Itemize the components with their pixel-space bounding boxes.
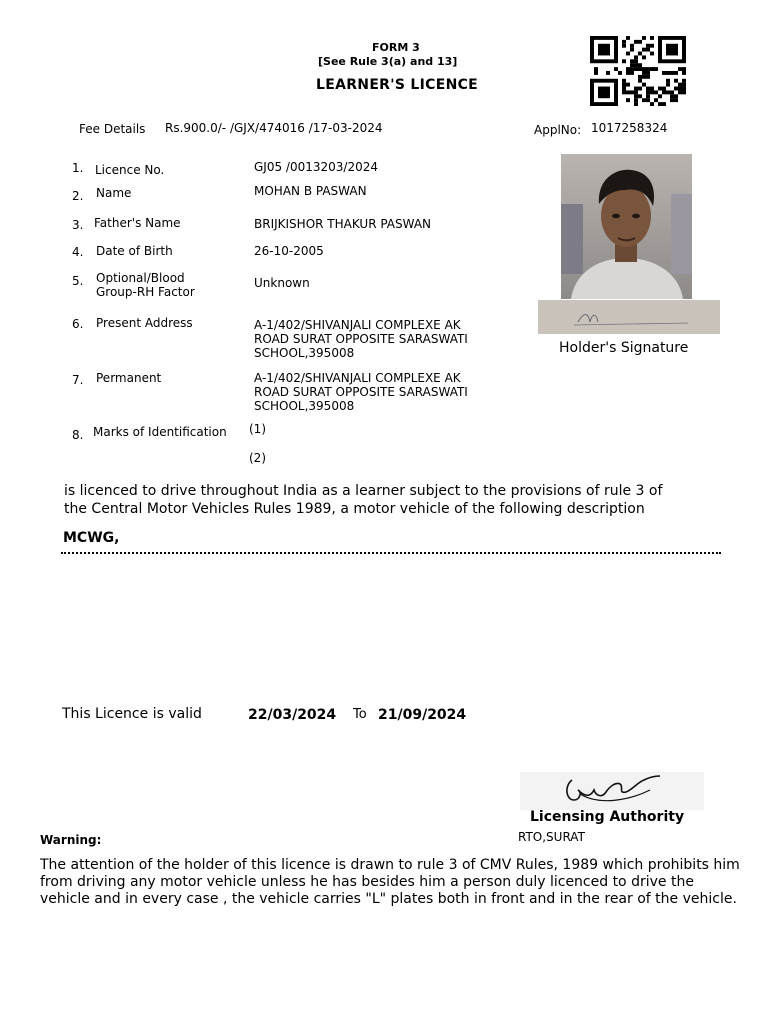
valid-from-date: 22/03/2024 [248, 707, 337, 723]
validity-label: This Licence is valid [62, 706, 202, 722]
present-address-line: A-1/402/SHIVANJALI COMPLEXE AK [254, 318, 461, 332]
qr-code-icon [590, 36, 686, 106]
appl-no-value: 1017258324 [591, 121, 668, 135]
authority-signature [520, 772, 704, 810]
dob-label: Date of Birth [96, 244, 173, 258]
handwritten-signature-icon [538, 300, 720, 334]
licensing-authority-office: RTO,SURAT [518, 830, 585, 844]
authority-signature-icon [520, 772, 704, 810]
present-address-line: SCHOOL,395008 [254, 346, 355, 360]
field-number: 7. [72, 373, 84, 387]
permanent-address-line: A-1/402/SHIVANJALI COMPLEXE AK [254, 371, 461, 385]
holder-photo [561, 154, 692, 299]
warning-text: The attention of the holder of this licence is drawn to rule 3 of CMV Rules, 1989 which prohibits him from driving any motor vehicle unless he has besides him a person duly licenced to drive the vehicle and in every case , the vehicle carries "L" plates both in front and in the rear of the vehicle. [40, 857, 740, 907]
valid-to-date: 21/09/2024 [378, 707, 467, 723]
appl-no-label: ApplNo: [534, 123, 582, 137]
identification-marks-label: Marks of Identification [93, 425, 227, 439]
warning-heading: Warning: [40, 833, 102, 847]
licensing-authority-title: Licensing Authority [530, 809, 685, 825]
field-number: 5. [72, 274, 84, 288]
blood-group-value: Unknown [254, 276, 310, 290]
name-label: Name [96, 186, 132, 200]
dob-value: 26-10-2005 [254, 244, 324, 258]
field-number: 2. [72, 189, 84, 203]
holder-signature-caption: Holder's Signature [559, 340, 689, 356]
description-line: the Central Motor Vehicles Rules 1989, a motor vehicle of the following description [64, 500, 645, 517]
field-number: 6. [72, 317, 84, 331]
licence-no-value: GJ05 /0013203/2024 [254, 160, 378, 174]
permanent-address-line: SCHOOL,395008 [254, 399, 355, 413]
holder-signature [538, 300, 720, 334]
validity-to-word: To [353, 707, 367, 722]
blood-group-label-line1: Optional/Blood [96, 271, 185, 285]
licence-no-label: Licence No. [95, 163, 165, 177]
fee-details-value: Rs.900.0/- /GJX/474016 /17-03-2024 [165, 121, 383, 135]
fee-details-label: Fee Details [79, 122, 146, 136]
rule-reference: [See Rule 3(a) and 13] [318, 55, 458, 68]
field-number: 3. [72, 218, 84, 232]
vehicle-class: MCWG, [63, 530, 120, 546]
blood-group-label-line2: Group-RH Factor [96, 285, 195, 299]
permanent-address-line: ROAD SURAT OPPOSITE SARASWATI [254, 385, 468, 399]
field-number: 1. [72, 161, 84, 175]
identification-mark-1: (1) [249, 422, 266, 436]
name-value: MOHAN B PASWAN [254, 184, 367, 198]
field-number: 4. [72, 245, 84, 259]
document-title: LEARNER'S LICENCE [316, 77, 479, 93]
present-address-line: ROAD SURAT OPPOSITE SARASWATI [254, 332, 468, 346]
fathers-name-value: BRIJKISHOR THAKUR PASWAN [254, 217, 432, 231]
fathers-name-label: Father's Name [94, 216, 181, 230]
dotted-divider [61, 552, 721, 554]
licence-description [64, 483, 662, 518]
present-address-label: Present Address [96, 316, 193, 330]
description-line: is licenced to drive throughout India as a learner subject to the provisions of rule 3 of [64, 483, 663, 499]
person-portrait-icon [561, 154, 692, 299]
permanent-address-label: Permanent [96, 371, 162, 385]
field-number: 8. [72, 428, 84, 442]
form-number: FORM 3 [372, 41, 420, 54]
identification-mark-2: (2) [249, 451, 266, 465]
